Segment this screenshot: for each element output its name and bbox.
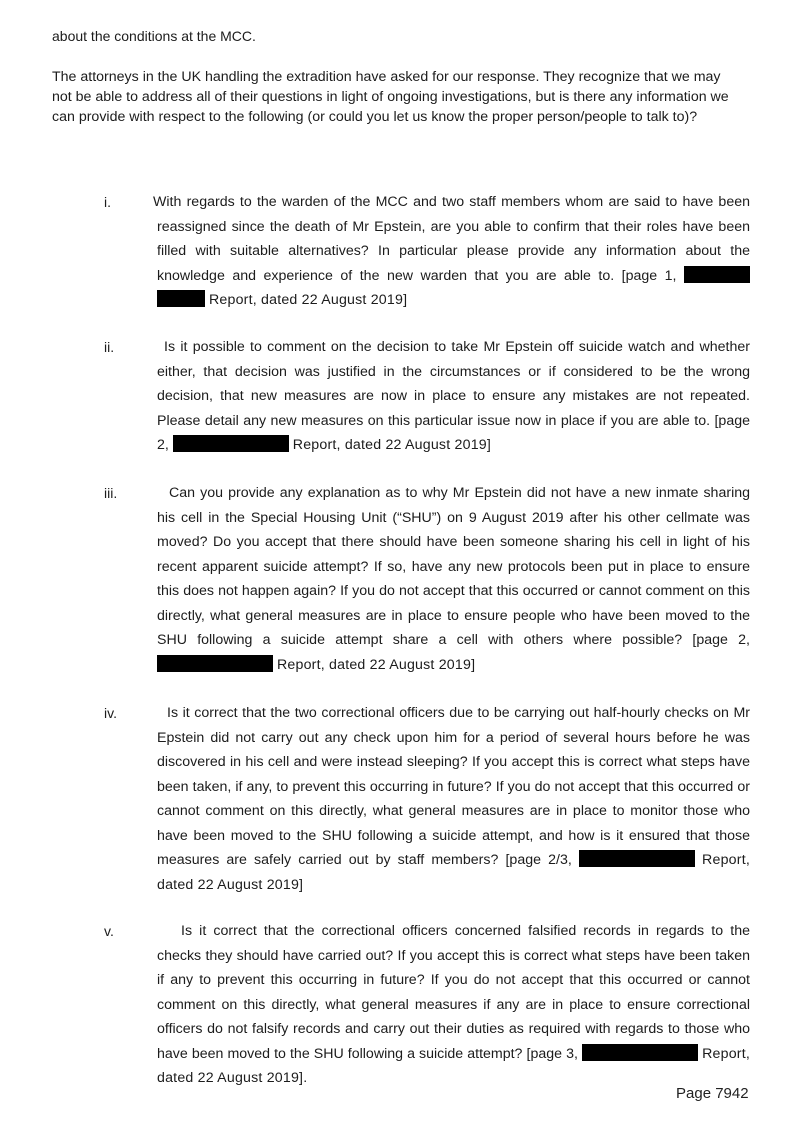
item-text-block xyxy=(153,190,750,313)
report-reference: Report, dated 22 August 2019] xyxy=(292,437,492,453)
redaction-block xyxy=(582,1044,698,1061)
redaction-block xyxy=(157,655,273,672)
item-number: i. xyxy=(104,194,111,210)
cut-off-text-line: about the conditions at the MCC. xyxy=(52,28,256,42)
item-text: With regards to the warden of the MCC and two staff members whom are said to have been reassigned since the death of Mr Epstein, are you able to confirm that their roles have been filled with suitable alternatives? In particular please provide any information about the knowledge and experience of the new warden that you are able to. [page 1, xyxy=(153,194,750,284)
item-number: v. xyxy=(104,923,114,939)
item-text: Is it correct that the correctional officers concerned falsified records in regards to the checks they should have carried out? If you accept this is correct what steps have been taken if any to prevent this occurring in future? If you do not accept that this occurred or cannot comment on this directly, what general measures if any are in place to ensure correctional officers do not falsify records and carry out their duties as required with regards to those who have been moved to the SHU following a suicide attempt? [page 3, xyxy=(157,923,750,1062)
item-text-block xyxy=(157,919,750,1091)
redaction-block xyxy=(157,290,205,307)
item-text-block xyxy=(157,335,750,458)
item-number: iii. xyxy=(104,485,118,501)
item-text: Is it possible to comment on the decision to take Mr Epstein off suicide watch and whether either, that decision was justified in the circumstances or if considered to be the wrong decision, that new measures are now in place to ensure any mistakes are not repeated. Please detail any new measures on this particular issue now in place if you are able to. [page 2, xyxy=(157,339,750,453)
item-number: iv. xyxy=(104,705,117,721)
item-tail: . xyxy=(303,1070,308,1086)
item-text-block xyxy=(157,701,750,897)
page-number: Page 7942 xyxy=(676,1085,749,1102)
item-text: Can you provide any explanation as to why Mr Epstein did not have a new inmate sharing his cell in the Special Housing Unit (“SHU”) on 9 August 2019 after his other cellmate was moved? Do you accept that there should have been someone sharing his cell in light of his recent apparent suicide attempt? If so, have any new protocols been put in place to ensure this does not happen again? If you do not accept that this occurred or cannot comment on this directly, what general measures are in place to ensure people who have been moved to the SHU following a suicide attempt share a cell with others where possible? [page 2, xyxy=(157,485,750,648)
redaction-block xyxy=(579,850,695,867)
report-reference: Report, dated 22 August 2019] xyxy=(157,852,750,893)
item-text-block xyxy=(157,481,750,677)
item-number: ii. xyxy=(104,339,115,355)
item-text: Is it correct that the two correctional officers due to be carrying out half-hourly checks on Mr Epstein did not carry out any check upon him for a period of several hours before he was discovered in his cell and were instead sleeping? If you accept this is correct what steps have been taken, if any, to prevent this occurring in future? If you do not accept that this occurred or cannot comment on this directly, what general measures are in place to monitor those who have been moved to the SHU following a suicide attempt, and how is it ensured that those measures are safely carried out by staff members? [page 2/3, xyxy=(157,705,750,868)
redaction-block xyxy=(173,435,289,452)
intro-paragraph: The attorneys in the UK handling the extradition have asked for our response. They recognize that we may not be able to address all of their questions in light of ongoing investigations, but is there any information we can provide with respect to the following (or could you let us know the proper person/people to talk to)? xyxy=(52,69,729,125)
report-reference: Report, dated 22 August 2019] xyxy=(208,292,408,308)
redaction-block xyxy=(684,266,750,283)
report-reference: Report, dated 22 August 2019] xyxy=(276,656,476,673)
report-reference: Report, dated 22 August 2019] xyxy=(157,1045,751,1086)
